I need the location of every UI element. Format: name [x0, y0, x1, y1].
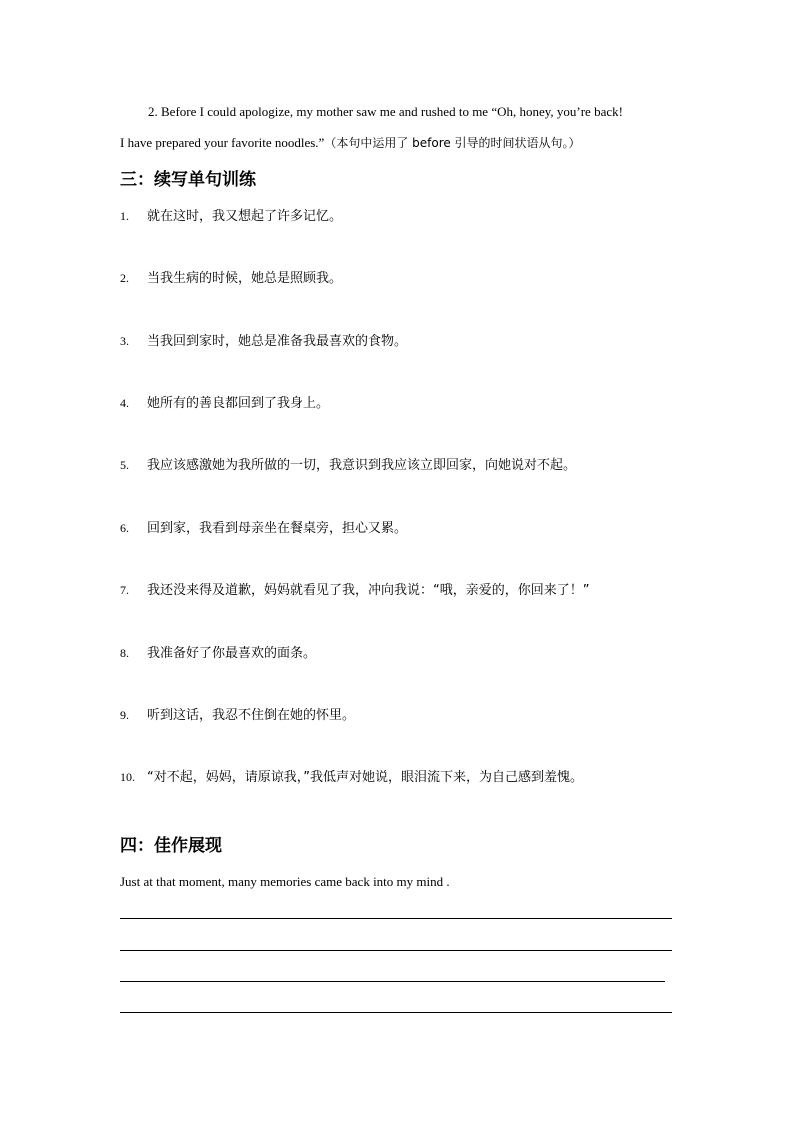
item-number: 5.: [120, 458, 129, 472]
list-item: [120, 207, 342, 226]
item-number: 8.: [120, 646, 129, 660]
answer-line: [120, 1012, 672, 1013]
item-text: 当我回到家时，她总是准备我最喜欢的食物。: [147, 334, 408, 349]
intro-line-2-note: （本句中运用了 before 引导的时间状语从句。）: [324, 136, 581, 150]
list-item: [120, 332, 407, 351]
answer-line: [120, 981, 665, 982]
intro-line-1: 2. Before I could apologize, my mother saw me and rushed to me “Oh, honey, you’re back!: [148, 104, 623, 119]
list-item: [120, 581, 589, 600]
answer-line: [120, 950, 672, 951]
intro-line-2-english: I have prepared your favorite noodles.”: [120, 135, 325, 150]
list-item: [120, 706, 355, 725]
list-item: [120, 456, 576, 475]
section-3-title: 三：续写单句训练: [120, 170, 256, 190]
item-text: 就在这时，我又想起了许多记忆。: [147, 209, 343, 224]
item-text: 我准备好了你最喜欢的面条。: [147, 646, 317, 661]
model-sentence: Just at that moment, many memories came back into my mind .: [120, 874, 450, 889]
item-text: 当我生病的时候，她总是照顾我。: [147, 271, 343, 286]
item-text: 我应该感激她为我所做的一切，我意识到我应该立即回家，向她说对不起。: [147, 458, 577, 473]
item-number: 10.: [120, 770, 135, 784]
list-item: [120, 269, 342, 288]
item-number: 1.: [120, 209, 129, 223]
item-text: 她所有的善良都回到了我身上。: [147, 396, 330, 411]
item-number: 2.: [120, 271, 129, 285]
item-number: 4.: [120, 396, 129, 410]
list-item: [120, 394, 329, 413]
item-text: 我还没来得及道歉，妈妈就看见了我，冲向我说：“哦，亲爱的，你回来了！”: [147, 583, 590, 598]
intro-line-2: [120, 134, 581, 152]
item-text: 听到这话，我忍不住倒在她的怀里。: [147, 708, 356, 723]
item-text: 回到家，我看到母亲坐在餐桌旁，担心又累。: [147, 521, 408, 536]
list-item: [120, 768, 583, 787]
list-item: [120, 644, 316, 663]
item-number: 9.: [120, 708, 129, 722]
answer-line: [120, 918, 672, 919]
item-text: “对不起，妈妈，请原谅我，”我低声对她说，眼泪流下来，为自己感到羞愧。: [147, 770, 583, 785]
item-number: 6.: [120, 521, 129, 535]
item-number: 7.: [120, 583, 129, 597]
item-number: 3.: [120, 334, 129, 348]
list-item: [120, 519, 407, 538]
section-4-title: 四：佳作展现: [120, 836, 222, 856]
